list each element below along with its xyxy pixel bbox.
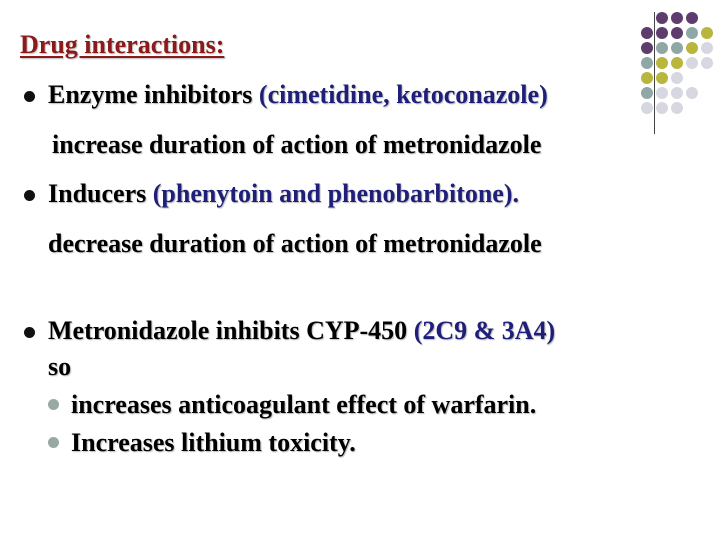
slide-title: Drug interactions: <box>20 30 225 59</box>
decorative-dot <box>671 102 683 114</box>
decorative-dot <box>686 42 698 54</box>
decorative-dot <box>656 57 668 69</box>
decorative-dot <box>641 57 653 69</box>
item-note: increase duration of action of metronidazole <box>52 130 542 159</box>
sub-item-text: increases anticoagulant effect of warfarin. <box>71 390 537 419</box>
bullet-item-metronidazole <box>48 316 555 346</box>
decorative-dot <box>671 42 683 54</box>
decorative-dot <box>641 42 653 54</box>
item-continuation: so <box>48 352 72 381</box>
decorative-dot <box>656 72 668 84</box>
sub-item <box>48 428 356 458</box>
bullet-icon <box>24 190 35 201</box>
decorative-dot <box>641 87 653 99</box>
sub-bullet-icon <box>48 437 59 448</box>
decorative-dot <box>671 27 683 39</box>
item-main-text: Enzyme inhibitors <box>48 80 259 109</box>
decorative-dot <box>656 12 668 24</box>
decorative-dot <box>656 102 668 114</box>
decorative-dot <box>686 57 698 69</box>
decorative-dot <box>701 42 713 54</box>
item-paren-text: (cimetidine, ketoconazole) <box>258 80 548 109</box>
item-note: decrease duration of action of metronidazole <box>48 229 542 258</box>
decorative-dot <box>656 87 668 99</box>
sub-item-text: Increases lithium toxicity. <box>71 428 356 457</box>
item-main-text: Inducers <box>48 179 153 208</box>
decorative-divider <box>654 12 655 134</box>
decorative-dot <box>686 87 698 99</box>
sub-item <box>48 390 536 420</box>
decorative-dot <box>671 87 683 99</box>
decorative-dot <box>671 72 683 84</box>
bullet-icon <box>24 327 35 338</box>
decorative-dot <box>686 12 698 24</box>
decorative-dot <box>671 12 683 24</box>
decorative-dot <box>656 27 668 39</box>
decorative-dot <box>701 27 713 39</box>
decorative-dot <box>641 72 653 84</box>
item-paren-text: (phenytoin and phenobarbitone). <box>152 179 520 208</box>
sub-bullet-icon <box>48 399 59 410</box>
decorative-dot <box>671 57 683 69</box>
bullet-item-inducers <box>48 179 519 209</box>
bullet-item-enzyme-inhibitors <box>48 80 548 110</box>
item-paren-text: (2C9 & 3A4) <box>413 316 556 345</box>
decorative-dot <box>641 102 653 114</box>
decorative-dot <box>701 57 713 69</box>
decorative-dot <box>656 42 668 54</box>
bullet-icon <box>24 91 35 102</box>
item-main-text: Metronidazole inhibits CYP-450 <box>48 316 414 345</box>
decorative-dot <box>641 27 653 39</box>
decorative-dot <box>686 27 698 39</box>
